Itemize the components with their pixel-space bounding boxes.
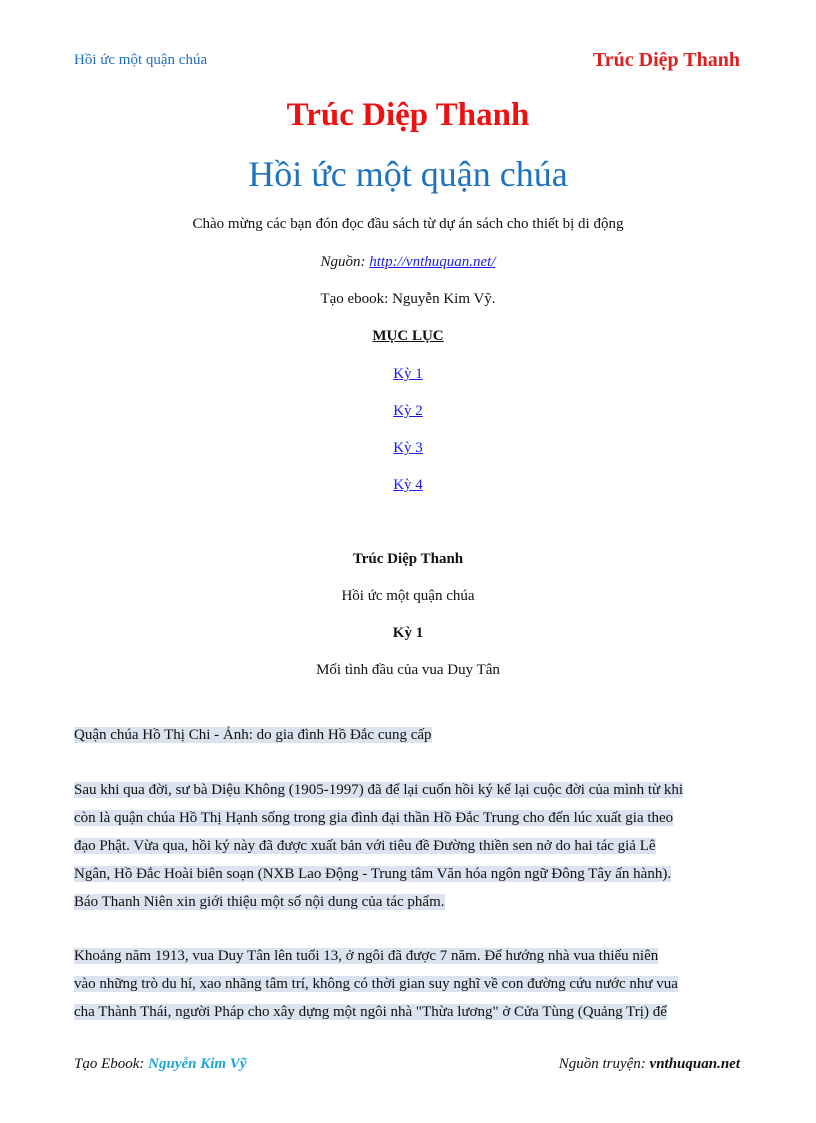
toc-link-ky-1[interactable]: Kỳ 1 [393, 366, 423, 382]
paragraph-line: Khoảng năm 1913, vua Duy Tân lên tuổi 13, ở ngôi đã được 7 năm. Để hướng nhà vua thiếu niên [74, 948, 659, 964]
ebook-creator: Tạo ebook: Nguyễn Kim Vỹ. [320, 291, 496, 307]
footer-creator-label: Tạo Ebook: [74, 1056, 145, 1072]
paragraph-line: Báo Thanh Niên xin giới thiệu một số nội dung của tác phẩm. [74, 894, 445, 910]
paragraph-1 [74, 776, 746, 916]
header-author: Trúc Diệp Thanh [592, 49, 740, 71]
source-label: Nguồn: [320, 254, 366, 270]
toc-item [0, 477, 816, 494]
paragraph-line: Ngân, Hồ Đắc Hoài biên soạn (NXB Lao Động - Trung tâm Văn hóa ngôn ngữ Đông Tây ấn hành). [74, 866, 672, 882]
source-link[interactable]: http://vnthuquan.net/ [369, 254, 496, 270]
toc-heading: MỤC LỤC [372, 328, 444, 344]
chapter-author: Trúc Diệp Thanh [352, 551, 464, 567]
header-book-title: Hồi ức một quận chúa [74, 52, 208, 68]
footer-source-site: vnthuquan.net [649, 1056, 740, 1072]
source-line [0, 254, 816, 271]
toc-link-ky-3[interactable]: Kỳ 3 [393, 440, 423, 456]
chapter-book: Hồi ức một quận chúa [341, 588, 475, 604]
paragraph-2 [74, 942, 746, 1026]
chapter-number: Kỳ 1 [392, 625, 424, 641]
footer-source [559, 1056, 740, 1073]
toc-link-ky-2[interactable]: Kỳ 2 [393, 403, 423, 419]
toc-item [0, 403, 816, 420]
paragraph-line: vào những trò du hí, xao nhãng tâm trí, không có thời gian suy nghĩ về con đường cứu nước như vua [74, 976, 678, 992]
photo-caption [74, 721, 746, 749]
footer-creator [74, 1056, 247, 1073]
chapter-subtitle: Mối tình đầu của vua Duy Tân [316, 662, 500, 678]
footer-source-label: Nguồn truyện: [558, 1056, 646, 1072]
paragraph-line: đạo Phật. Vừa qua, hồi ký này đã được xuất bản với tiêu đề Đường thiền sen nở do hai tác giả Lê [74, 838, 656, 854]
footer-creator-name: Nguyễn Kim Vỹ [148, 1056, 247, 1072]
toc-link-ky-4[interactable]: Kỳ 4 [393, 477, 423, 493]
paragraph-line: Sau khi qua đời, sư bà Diệu Không (1905-1997) đã để lại cuốn hồi ký kể lại cuộc đời của mình từ khi [74, 782, 684, 798]
caption-text: Quận chúa Hồ Thị Chi - Ảnh: do gia đình Hồ Đắc cung cấp [74, 727, 432, 743]
paragraph-line: còn là quận chúa Hồ Thị Hạnh sống trong gia đình đại thần Hồ Đắc Trung cho đến lúc xuất gia theo [74, 810, 674, 826]
toc-item [0, 366, 816, 383]
welcome-text: Chào mừng các bạn đón đọc đầu sách từ dự án sách cho thiết bị di động [192, 216, 624, 232]
title-book: Hồi ức một quận chúa [248, 154, 568, 194]
paragraph-line: cha Thành Thái, người Pháp cho xây dựng một ngôi nhà "Thừa lương" ở Cửa Tùng (Quảng Trị) để [74, 1004, 667, 1020]
toc-item [0, 440, 816, 457]
title-author: Trúc Diệp Thanh [286, 97, 530, 133]
